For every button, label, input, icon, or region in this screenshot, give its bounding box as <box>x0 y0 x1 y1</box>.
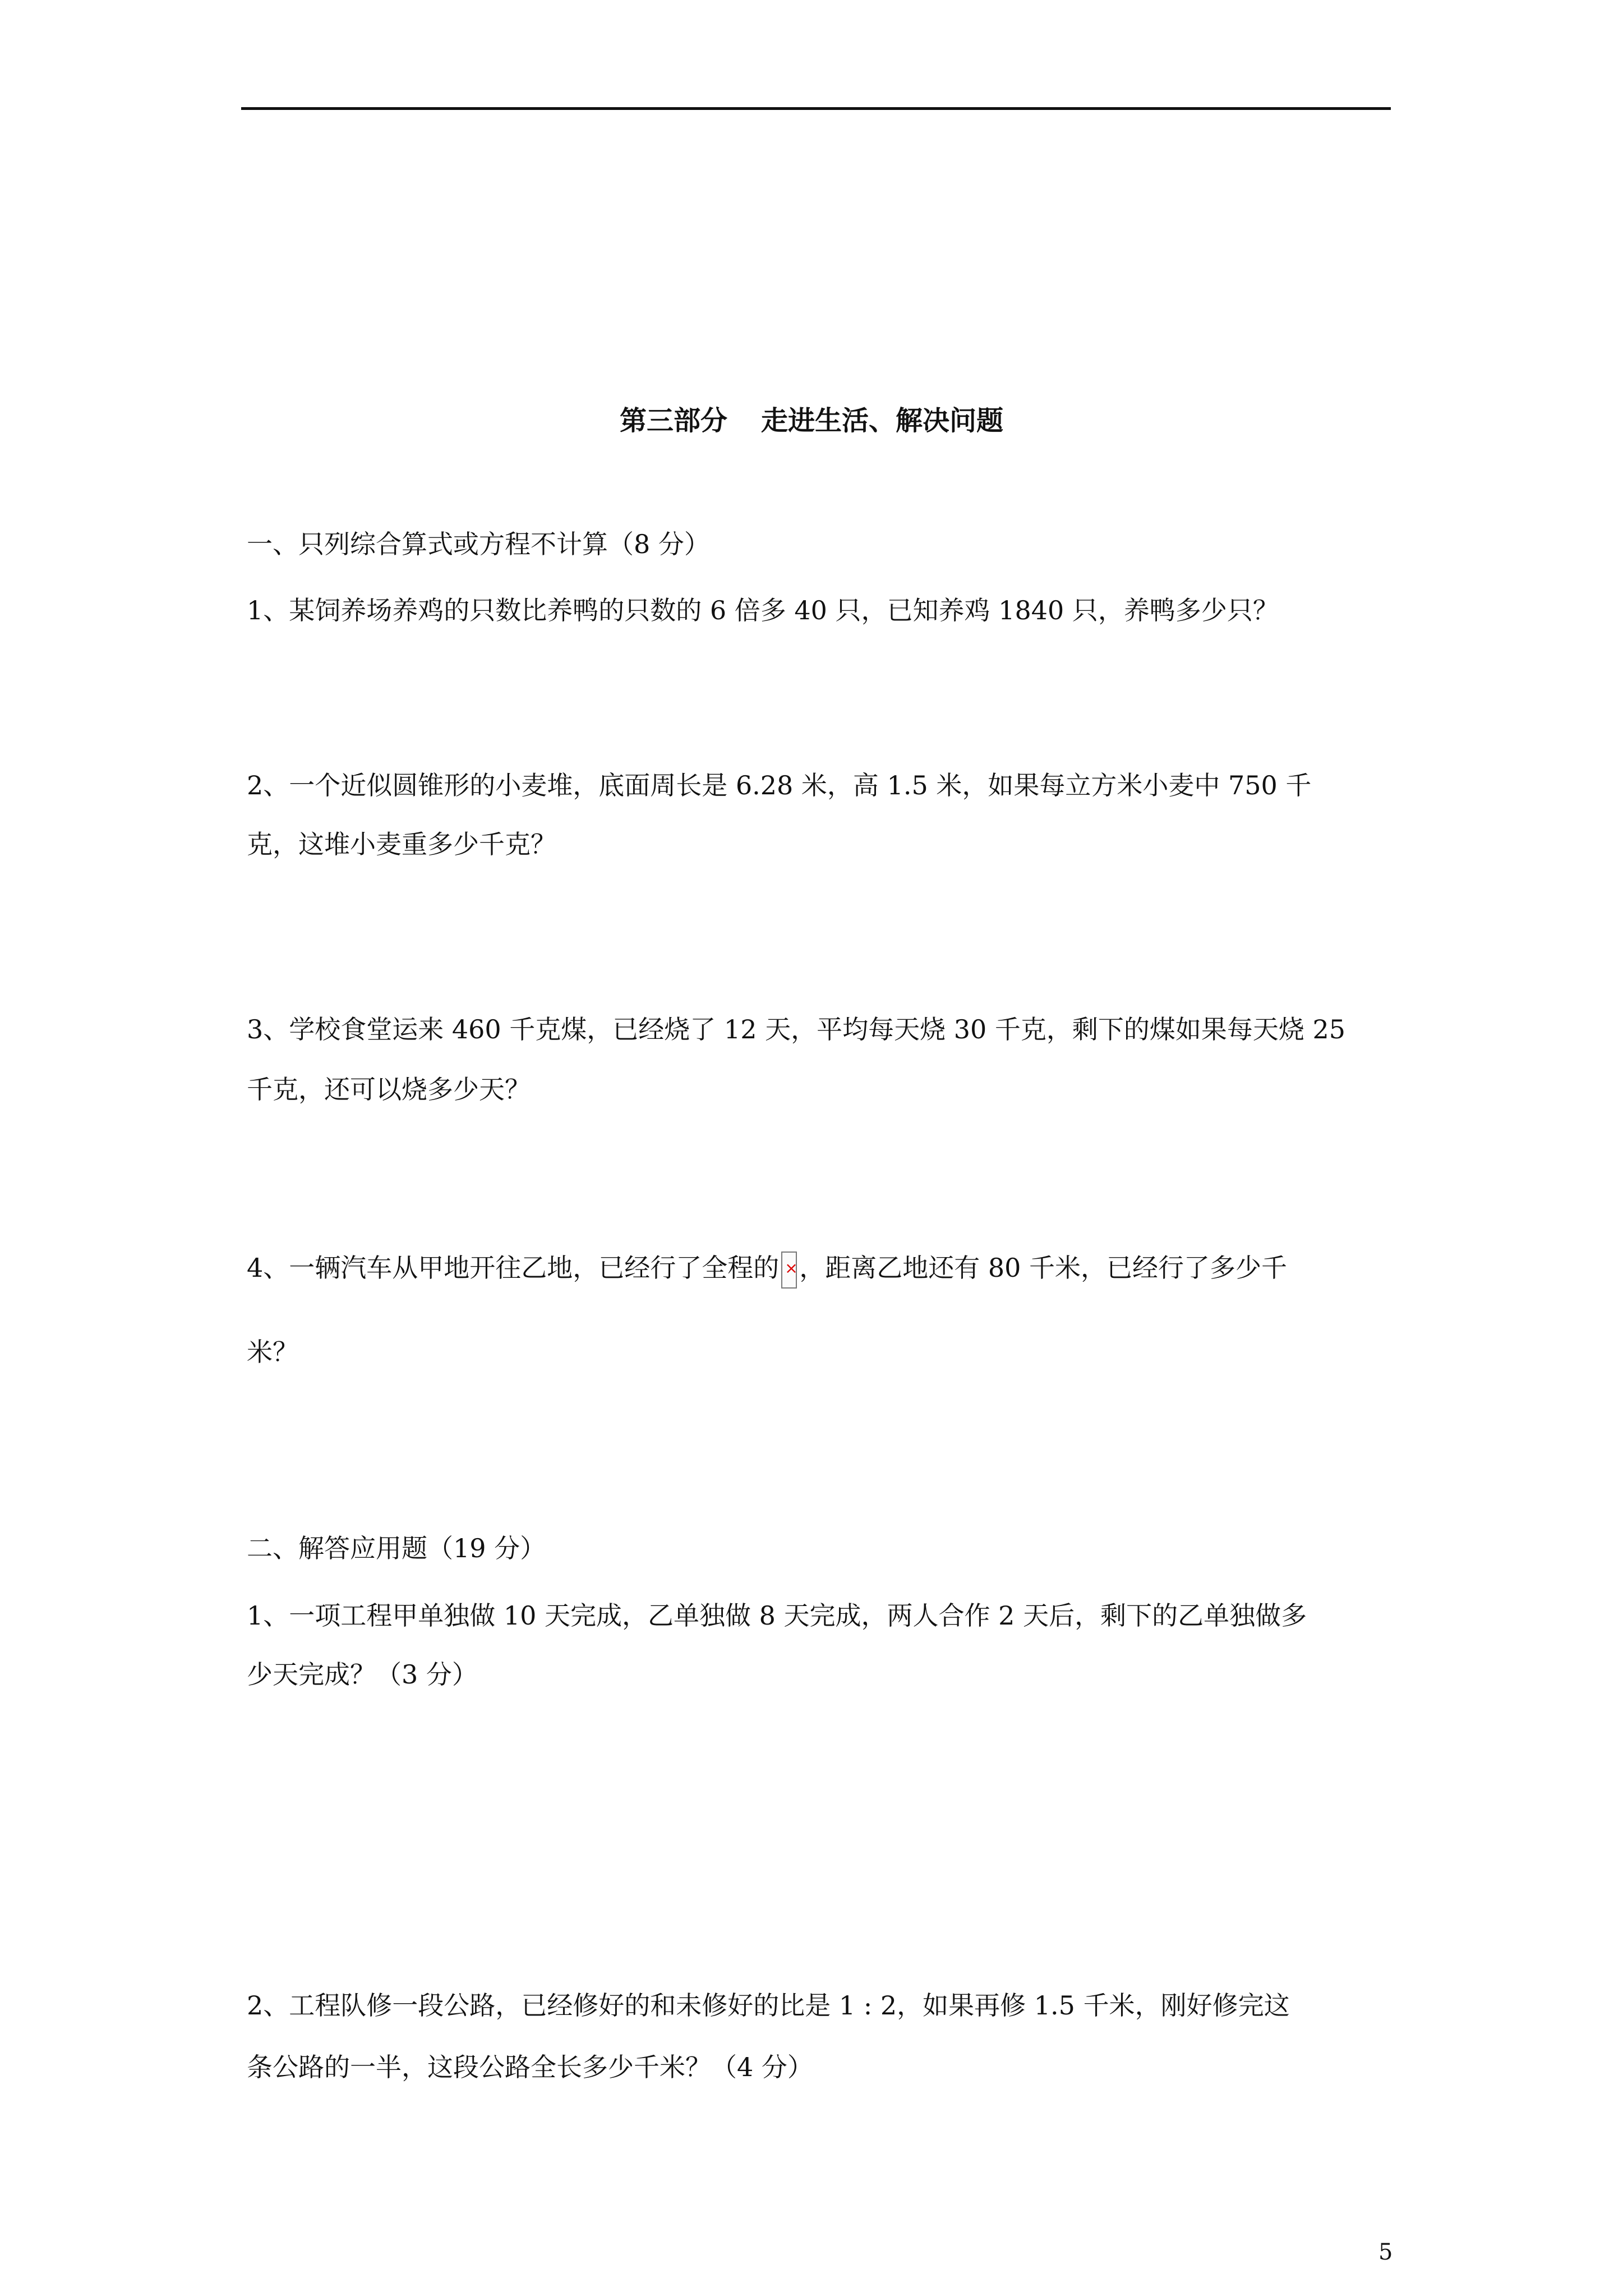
part1-question-4-line1 <box>247 1251 1287 1289</box>
part1-question-3-line2: 千克，还可以烧多少天？ <box>247 1074 531 1105</box>
part1-question-2-line2: 克，这堆小麦重多少千克？ <box>247 829 556 859</box>
part1-question-4-line2: 米？ <box>247 1337 298 1367</box>
part1-question-1: 1、某饲养场养鸡的只数比养鸭的只数的 6 倍多 40 只，已知养鸡 1840 只，养鸭多少只？ <box>247 595 1279 625</box>
page-number: 5 <box>1378 2239 1393 2265</box>
part2-question-1-line1: 1、一项工程甲单独做 10 天完成，乙单独做 8 天完成，两人合作 2 天后，剩下的乙单独做多 <box>247 1600 1307 1631</box>
broken-image-icon <box>781 1251 797 1289</box>
part1-heading: 一、只列综合算式或方程不计算（8 分） <box>247 529 710 559</box>
part1-question-2-line1: 2、一个近似圆锥形的小麦堆，底面周长是 6.28 米，高 1.5 米，如果每立方米小麦中 750 千 <box>247 770 1312 800</box>
header-rule <box>241 107 1391 110</box>
part1-question-3-line1: 3、学校食堂运来 460 千克煤，已经烧了 12 天，平均每天烧 30 千克，剩下的煤如果每天烧 25 <box>247 1014 1346 1045</box>
q4-text-after: ，距离乙地还有 80 千米，已经行了多少千 <box>799 1253 1288 1283</box>
part2-question-2-line2: 条公路的一半，这段公路全长多少千米？（4 分） <box>247 2052 813 2082</box>
part2-question-1-line2: 少天完成？（3 分） <box>247 1659 478 1690</box>
part2-heading: 二、解答应用题（19 分） <box>247 1533 546 1563</box>
section-title <box>0 404 1623 438</box>
q4-text-before: 4、一辆汽车从甲地开往乙地，已经行了全程的 <box>247 1253 780 1283</box>
section-name: 走进生活、解决问题 <box>761 405 1004 436</box>
section-part: 第三部分 <box>619 405 727 436</box>
part2-question-2-line1: 2、工程队修一段公路，已经修好的和未修好的比是 1 : 2，如果再修 1.5 千米，刚好修完这 <box>247 1990 1290 2021</box>
